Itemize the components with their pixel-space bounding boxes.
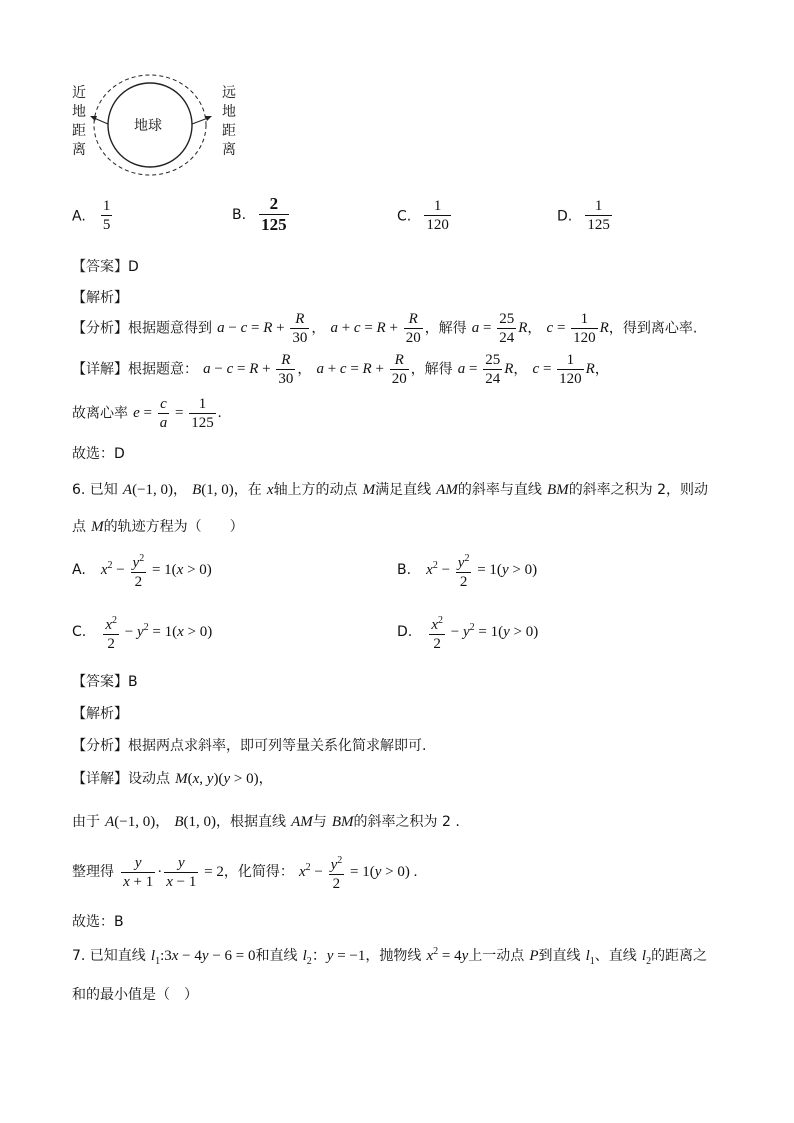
text: ，化简得： xyxy=(223,863,294,880)
equation: a = $\frac{25}{24}$ R xyxy=(471,311,528,346)
option-letter: A. xyxy=(72,208,86,225)
text: 由于 xyxy=(72,814,100,830)
q5-xiangjie-line: 【详解】根据题意： a − c = R + $\frac{R}{30}$ ， a + c = R + $\frac{R}{20}$ ，解得 a = $\frac{25}{24}$ R， c = $\frac{1}{120}$ R， xyxy=(72,352,609,387)
equation: a + c = R + $\frac{R}{20}$ xyxy=(330,311,421,346)
text: 和直线 xyxy=(255,948,298,964)
q6-option-a[interactable]: A. $x^2$ − $\frac{y^2}{2}$ = 1(x > 0) xyxy=(72,550,212,591)
text: ，根据直线 xyxy=(215,814,286,830)
text: 6. 已知 xyxy=(72,482,118,498)
far-label-char: 地 xyxy=(222,104,236,120)
point-a: A(−1, 0) xyxy=(122,482,174,498)
q5-fenxi-line: 【分析】根据题意得到 a − c = R + $\frac{R}{30}$ ， a + c = R + $\frac{R}{20}$ ，解得 a = $\frac{25}{24}$ R， c = $\frac{1}{120}$ R，得到离心率. xyxy=(72,311,698,346)
q6-stem-line1: 6. 已知 A(−1, 0)， B(1, 0)，在 x轴上方的动点 M满足直线 AM的斜率与直线 BM的斜率之积为 2，则动 xyxy=(72,482,709,498)
text: 根据题意： xyxy=(128,361,198,378)
text: 的距离之 xyxy=(651,948,708,964)
q6-answer-line xyxy=(72,671,138,691)
text: 轴上方的动点 xyxy=(273,482,358,498)
text: 根据题意得到 xyxy=(128,320,212,337)
fenxi-tag: 【分析】 xyxy=(72,738,128,754)
option-letter: D. xyxy=(397,623,413,640)
answer-value: B xyxy=(128,674,138,690)
text: 与 xyxy=(312,814,327,830)
equation: a − c = R + $\frac{R}{30}$ xyxy=(203,352,294,387)
text: 的斜率与直线 xyxy=(457,482,542,498)
text: 点 xyxy=(72,519,86,535)
answer-tag: 【答案】 xyxy=(72,259,128,275)
near-label-char: 离 xyxy=(72,142,86,158)
text: ，抛物线 xyxy=(365,948,422,964)
answer-value: D xyxy=(128,259,139,275)
answer-tag: 【答案】 xyxy=(72,674,128,690)
option-letter: B. xyxy=(397,561,412,578)
q6-slope-line: 由于 A(−1, 0)， B(1, 0)，根据直线 AM与 BM的斜率之积为 2 . xyxy=(72,814,460,830)
fraction: $\frac{1}{125}$ xyxy=(587,198,610,233)
far-arrowhead xyxy=(205,116,212,121)
xiangjie-tag: 【详解】 xyxy=(72,771,128,787)
q5-option-b[interactable] xyxy=(232,194,291,235)
near-label-char: 距 xyxy=(72,123,86,139)
q5-option-c[interactable] xyxy=(397,198,453,234)
q6-xiangjie-line: 【详解】设动点 M(x, y)(y > 0)， xyxy=(72,771,273,787)
text: 满足直线 xyxy=(375,482,432,498)
text: 整理得 xyxy=(72,863,114,880)
equation: c = $\frac{1}{120}$ R xyxy=(546,311,609,346)
q5-choose: 故选：D xyxy=(72,446,125,462)
q6-choose: 故选：B xyxy=(72,914,124,930)
near-label xyxy=(72,84,88,160)
text: 故离心率 xyxy=(72,405,128,422)
q5-eccentricity-line xyxy=(72,396,221,432)
fraction: $\frac{1}{120}$ xyxy=(426,198,449,233)
equation: a − c = R + $\frac{R}{30}$ xyxy=(217,311,308,346)
text: 上一动点 xyxy=(468,948,525,964)
option-letter: A. xyxy=(72,561,86,578)
text: 7. 已知直线 xyxy=(72,948,146,964)
near-label-char: 近 xyxy=(72,85,86,101)
option-letter: D. xyxy=(557,208,573,225)
text: ，在 xyxy=(233,482,262,498)
q6-simplify-line: 整理得 $\frac{y}{x + 1}$ · $\frac{y}{x - 1}$ = 2，化简得： $x^2$ − $\frac{y^2}{2}$ = 1(y > 0) . xyxy=(72,852,417,893)
near-arrowhead xyxy=(90,116,97,121)
far-label-char: 距 xyxy=(222,123,236,139)
q6-option-c[interactable]: C. $\frac{x^2}{2}$ − $y^2 = 1(x > 0)$ xyxy=(72,612,212,653)
text: ，解得 xyxy=(410,361,453,378)
q5-analysis-tag: 【解析】 xyxy=(72,290,128,306)
text: 到直线 xyxy=(538,948,581,964)
q6-stem-line2: 点 M的轨迹方程为（ ） xyxy=(72,519,244,535)
equation: a = $\frac{25}{24}$ R xyxy=(457,352,514,387)
option-letter: B. xyxy=(232,207,247,223)
text: 、直线 xyxy=(594,948,637,964)
text: 的轨迹方程为（ ） xyxy=(103,519,244,535)
fraction: $\frac{2}{125}$ xyxy=(261,194,287,234)
near-arrow xyxy=(94,118,108,124)
point-b: B(1, 0) xyxy=(192,482,234,498)
text: 设动点 xyxy=(128,771,170,787)
q5-option-a[interactable] xyxy=(72,198,114,234)
equation: e = $\frac{c}{a}$ = $\frac{1}{125}$ . xyxy=(133,396,222,431)
text: 根据两点求斜率，即可列等量关系化简求解即可. xyxy=(128,738,427,754)
near-label-char: 地 xyxy=(72,104,86,120)
equation: a + c = R + $\frac{R}{20}$ xyxy=(316,352,407,387)
q6-fenxi-line xyxy=(72,735,426,755)
option-letter: C. xyxy=(72,623,87,640)
q7-stem-line2: 和的最小值是（ ） xyxy=(72,987,198,1003)
q5-answer-line xyxy=(72,256,139,276)
q6-option-d[interactable]: D. $\frac{x^2}{2}$ − $y^2 = 1(y > 0)$ xyxy=(397,612,538,653)
text: ，解得 xyxy=(424,320,467,337)
text: 的斜率之积为 2 . xyxy=(353,814,460,830)
q6-option-b[interactable]: B. $x^2$ − $\frac{y^2}{2}$ = 1(y > 0) xyxy=(397,550,537,591)
far-label xyxy=(222,84,238,160)
equation: c = $\frac{1}{120}$ R xyxy=(532,352,595,387)
text: 的斜率之积为 2，则动 xyxy=(568,482,709,498)
fraction: $\frac{1}{5}$ xyxy=(102,198,111,233)
far-label-char: 离 xyxy=(222,142,236,158)
text: ，得到离心率. xyxy=(608,320,698,337)
xiangjie-tag: 【详解】 xyxy=(72,361,128,378)
q5-option-d[interactable] xyxy=(557,198,614,234)
earth-label: 地球 xyxy=(134,118,162,134)
option-letter: C. xyxy=(397,208,412,225)
q6-analysis-tag: 【解析】 xyxy=(72,706,128,722)
q7-stem-line1: 7. 已知直线 $l_1:3x - 4y - 6 = 0$和直线 $l_2$：y = −1，抛物线 $x^2 = 4y$上一动点 P到直线 $l_1$、直线 $l_2$的距离之 xyxy=(72,946,708,967)
far-label-char: 远 xyxy=(222,85,236,101)
fenxi-tag: 【分析】 xyxy=(72,320,128,337)
